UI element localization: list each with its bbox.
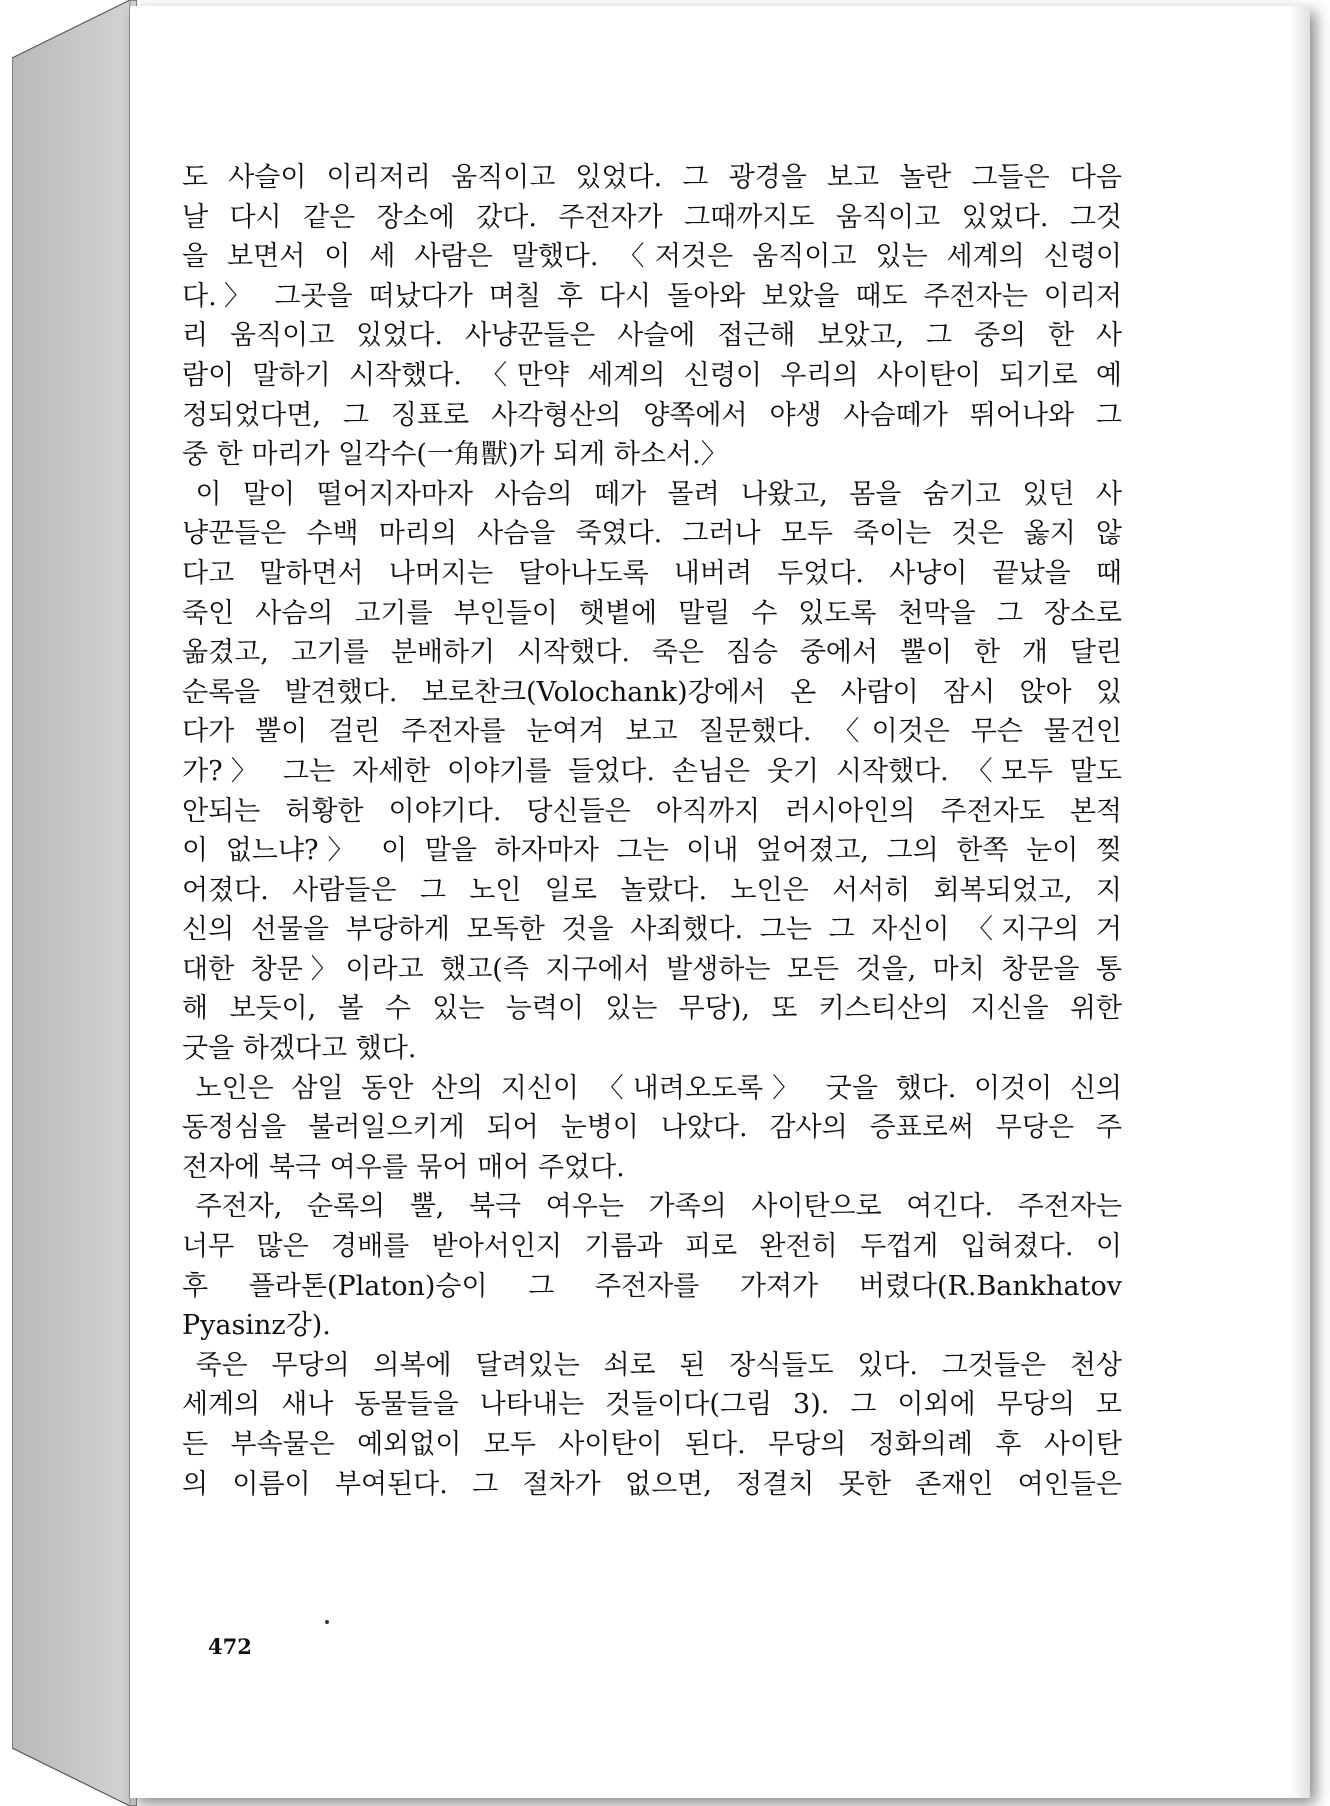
body-text (182, 158, 1122, 1504)
text-line: 다가 뿔이 걸린 주전자를 눈여겨 보고 질문했다. 〈이것은 무슨 물건인 (182, 716, 1122, 748)
text-line: 전자에 북극 여우를 묶어 매어 주었다. (182, 1151, 625, 1183)
text-line: 너무 많은 경배를 받아서인지 기름과 피로 완전히 두껍게 입혀졌다. 이 (182, 1231, 1122, 1263)
page-number: 472 (208, 1634, 252, 1659)
text-line: 동정심을 불러일으키게 되어 눈병이 나았다. 감사의 증표로써 무당은 주 (182, 1112, 1122, 1144)
text-line: 냥꾼들은 수백 마리의 사슴을 죽였다. 그러나 모두 죽이는 것은 옳지 않 (182, 518, 1122, 550)
text-line: 세계의 새나 동물들을 나타내는 것들이다(그림 3). 그 이외에 무당의 모 (182, 1389, 1122, 1421)
print-speck (325, 1620, 329, 1624)
text-line: 중 한 마리가 일각수(一角獸)가 되게 하소서.〉 (182, 439, 728, 471)
text-line: 든 부속물은 예외없이 모두 사이탄이 된다. 무당의 정화의례 후 사이탄 (182, 1429, 1122, 1460)
text-line: 다고 말하면서 나머지는 달아나도록 내버려 두었다. 사냥이 끝났을 때 (182, 557, 1122, 589)
text-line: 안되는 허황한 이야기다. 당신들은 아직까지 러시아인의 주전자도 본적 (182, 795, 1122, 827)
text-line: 이 없느냐?〉 이 말을 하자마자 그는 이내 엎어졌고, 그의 한쪽 눈이 찢 (182, 835, 1122, 867)
text-line: 어졌다. 사람들은 그 노인 일로 놀랐다. 노인은 서서히 회복되었고, 지 (182, 874, 1122, 906)
text-line: Pyasinz강). (182, 1310, 331, 1342)
text-line: 의 이름이 부여된다. 그 절차가 없으면, 정결치 못한 존재인 여인들은 (182, 1468, 1122, 1500)
text-line: 후 플라톤(Platon)승이 그 주전자를 가져가 버렸다(R.Bankhatov (182, 1270, 1122, 1302)
text-line: 도 사슬이 이리저리 움직이고 있었다. 그 광경을 보고 놀란 그들은 다음 (182, 162, 1122, 193)
text-line: 신의 선물을 부당하게 모독한 것을 사죄했다. 그는 그 자신이 〈지구의 거 (182, 914, 1122, 946)
text-line: 가?〉 그는 자세한 이야기를 들었다. 손님은 웃기 시작했다. 〈모두 말도 (182, 755, 1122, 787)
text-line: 옮겼고, 고기를 분배하기 시작했다. 죽은 짐승 중에서 뿔이 한 개 달린 (182, 637, 1122, 669)
page-edge-shadow (1290, 6, 1310, 1798)
text-line: 리 움직이고 있었다. 사냥꾼들은 사슬에 접근해 보았고, 그 중의 한 사 (182, 320, 1122, 352)
text-line: 을 보면서 이 세 사람은 말했다. 〈저것은 움직이고 있는 세계의 신령이 (182, 241, 1122, 273)
book-spine-illustration (12, 0, 137, 1806)
text-line: 죽은 무당의 의복에 달려있는 쇠로 된 장식들도 있다. 그것들은 천상 (182, 1349, 1122, 1381)
text-line: 대한 창문〉이라고 했고(즉 지구에서 발생하는 모든 것을, 마치 창문을 통 (182, 953, 1122, 985)
text-line: 이 말이 떨어지자마자 사슴의 떼가 몰려 나왔고, 몸을 숨기고 있던 사 (182, 478, 1122, 510)
text-line: 노인은 삼일 동안 산의 지신이 〈내려오도록〉 굿을 했다. 이것이 신의 (182, 1072, 1122, 1104)
text-line: 주전자, 순록의 뿔, 북극 여우는 가족의 사이탄으로 여긴다. 주전자는 (182, 1191, 1122, 1223)
text-line: 다.〉 그곳을 떠났다가 며칠 후 다시 돌아와 보았을 때도 주전자는 이리저 (182, 280, 1122, 312)
text-line: 죽인 사슴의 고기를 부인들이 햇볕에 말릴 수 있도록 천막을 그 장소로 (182, 597, 1122, 629)
text-line: 람이 말하기 시작했다. 〈만약 세계의 신령이 우리의 사이탄이 되기로 예 (182, 359, 1122, 391)
text-line: 정되었다면, 그 징표로 사각형산의 양쪽에서 야생 사슴떼가 뛰어나와 그 (182, 399, 1122, 431)
text-line: 순록을 발견했다. 보로찬크(Volochank)강에서 온 사람이 잠시 앉아 있 (182, 676, 1122, 708)
text-line: 해 보듯이, 볼 수 있는 능력이 있는 무당), 또 키스티산의 지신을 위한 (182, 993, 1122, 1025)
text-line: 날 다시 같은 장소에 갔다. 주전자가 그때까지도 움직이고 있었다. 그것 (182, 201, 1122, 233)
text-line: 굿을 하겠다고 했다. (182, 1033, 417, 1065)
